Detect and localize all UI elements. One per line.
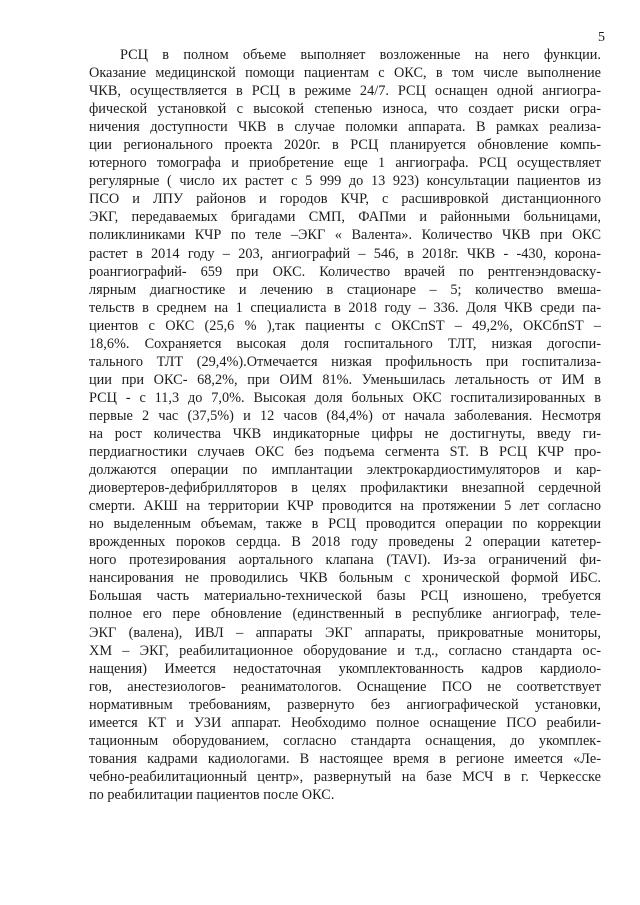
text-line: тационным оборудованием, согласно стандарта оснащения, до укомплек- xyxy=(89,732,601,749)
text-line: диовертеров-дефибрилляторов в целях профилактики внезапной сердечной xyxy=(89,480,601,497)
text-line: регулярные ( число их растет с 5 999 до 13 923) консультации пациентов из xyxy=(89,173,601,190)
text-line: ничения доступности ЧКВ в случае поломки аппарата. В рамках реализа- xyxy=(89,119,601,136)
text-line: ного протезирования аортального клапана (TAVI). Из-за ограничений фи- xyxy=(89,552,601,569)
text-line: Большая часть материально-технической базы РСЦ изношено, требуется xyxy=(89,588,601,605)
text-line: ции регионального проекта 2020г. в РСЦ планируется обновление компь- xyxy=(89,137,601,154)
text-line: тования кадрами кадиологами. В настоящее время в регионе имеется «Ле- xyxy=(89,750,601,767)
text-line: на рост количества ЧКВ индикаторные цифры не достигнуты, введу ги- xyxy=(89,425,601,442)
text-line: чебно-реабилитационный центр», развернутый на базе МСЧ в г. Черкесске xyxy=(89,768,601,785)
text-line: врожденных пороков сердца. В 2018 году проведены 2 операции катетер- xyxy=(89,534,601,551)
text-line: полное его пере обновление (единственный в республике ангиограф, теле- xyxy=(89,606,601,623)
text-line: циентов с ОКС (25,6 % ),так пациенты с ОКСпST – 49,2%, ОКСбпST – xyxy=(89,317,601,334)
text-line: пердиагностики случаев ОКС без подъема сегмента ST. В РСЦ КЧР про- xyxy=(89,444,601,461)
page-number: 5 xyxy=(598,30,605,45)
text-line: тального ТЛТ (29,4%).Отмечается низкая профильность при госпитализа- xyxy=(89,353,601,370)
text-line: но выделенным объемам, также в РСЦ проводится операции по коррекции xyxy=(89,516,601,533)
text-line: поликлиниками КЧР по теле –ЭКГ « Валента». Количество ЧКВ при ОКС xyxy=(89,227,601,244)
text-line: нащения) Имеется недостаточная укомплектованность кадров кардиоло- xyxy=(89,660,601,677)
text-line: должаются операции по имплантации электрокардиостимуляторов и кар- xyxy=(89,462,601,479)
text-line: ЭКГ, передаваемых бригадами СМП, ФАПми и районными больницами, xyxy=(89,209,601,226)
text-line: нормативным требованиям, развернуто без ангиографической установки, xyxy=(89,696,601,713)
text-line: Оказание медицинской помощи пациентам с ОКС, в том числе выполнение xyxy=(89,65,601,82)
text-line: по реабилитации пациентов после ОКС. xyxy=(89,786,335,803)
text-line: имеется КТ и УЗИ аппарат. Необходимо полное оснащение ПСО реабили- xyxy=(89,714,601,731)
text-line: нансирования не проводились ЧКВ больным с хронической формой ИБС. xyxy=(89,570,601,587)
text-line: роангиографий- 659 при ОКС. Количество врачей по рентгенэндоваску- xyxy=(89,263,601,280)
text-line: 18,6%. Сохраняется высокая доля госпитального ТЛТ, низкая догоспи- xyxy=(89,335,601,352)
text-line: РСЦ в полном объеме выполняет возложенные на него функции. xyxy=(120,47,601,63)
text-line: смерти. АКШ на территории КЧР проводится на протяжении 5 лет согласно xyxy=(89,498,601,515)
text-line: первые 2 час (37,5%) и 12 часов (84,4%) от начала заболевания. Несмотря xyxy=(89,407,601,424)
text-line: ПСО и ЛПУ районов и городов КЧР, с расшивровкой дистанционного xyxy=(89,191,601,208)
text-line: ЭКГ (валена), ИВЛ – аппараты ЭКГ аппараты, прикроватные мониторы, xyxy=(89,624,601,641)
text-line: лярным диагностике и лечению в стационаре – 5; количество вмеша- xyxy=(89,281,601,298)
text-line: РСЦ - с 11,3 до 7,0%. Высокая доля больных ОКС госпитализированных в xyxy=(89,389,601,406)
text-line: гов, анестезиологов- реаниматологов. Оснащение ПСО не соответствует xyxy=(89,678,601,695)
text-line: растет в 2014 году – 203, ангиографий – 546, в 2018г. ЧКВ - -430, корона- xyxy=(89,245,601,262)
text-line: фической установкой с высокой степенью износа, что создает риски огра- xyxy=(89,101,601,118)
text-line: ции при ОКС- 68,2%, при ОИМ 81%. Уменьшилась летальность от ИМ в xyxy=(89,371,601,388)
text-line: ютерного томографа и приобретение еще 1 ангиографа. РСЦ осуществляет xyxy=(89,155,601,172)
text-line: ХМ – ЭКГ, реабилитационное оборудование и т.д., согласно стандарта ос- xyxy=(89,642,601,659)
text-line: тельств в среднем на 1 специалиста в 2018 году – 336. Доля ЧКВ среди па- xyxy=(89,299,601,316)
text-line: ЧКВ, осуществляется в РСЦ в режиме 24/7. РСЦ оснащен одной ангиогра- xyxy=(89,83,601,100)
body-paragraph xyxy=(89,46,601,804)
